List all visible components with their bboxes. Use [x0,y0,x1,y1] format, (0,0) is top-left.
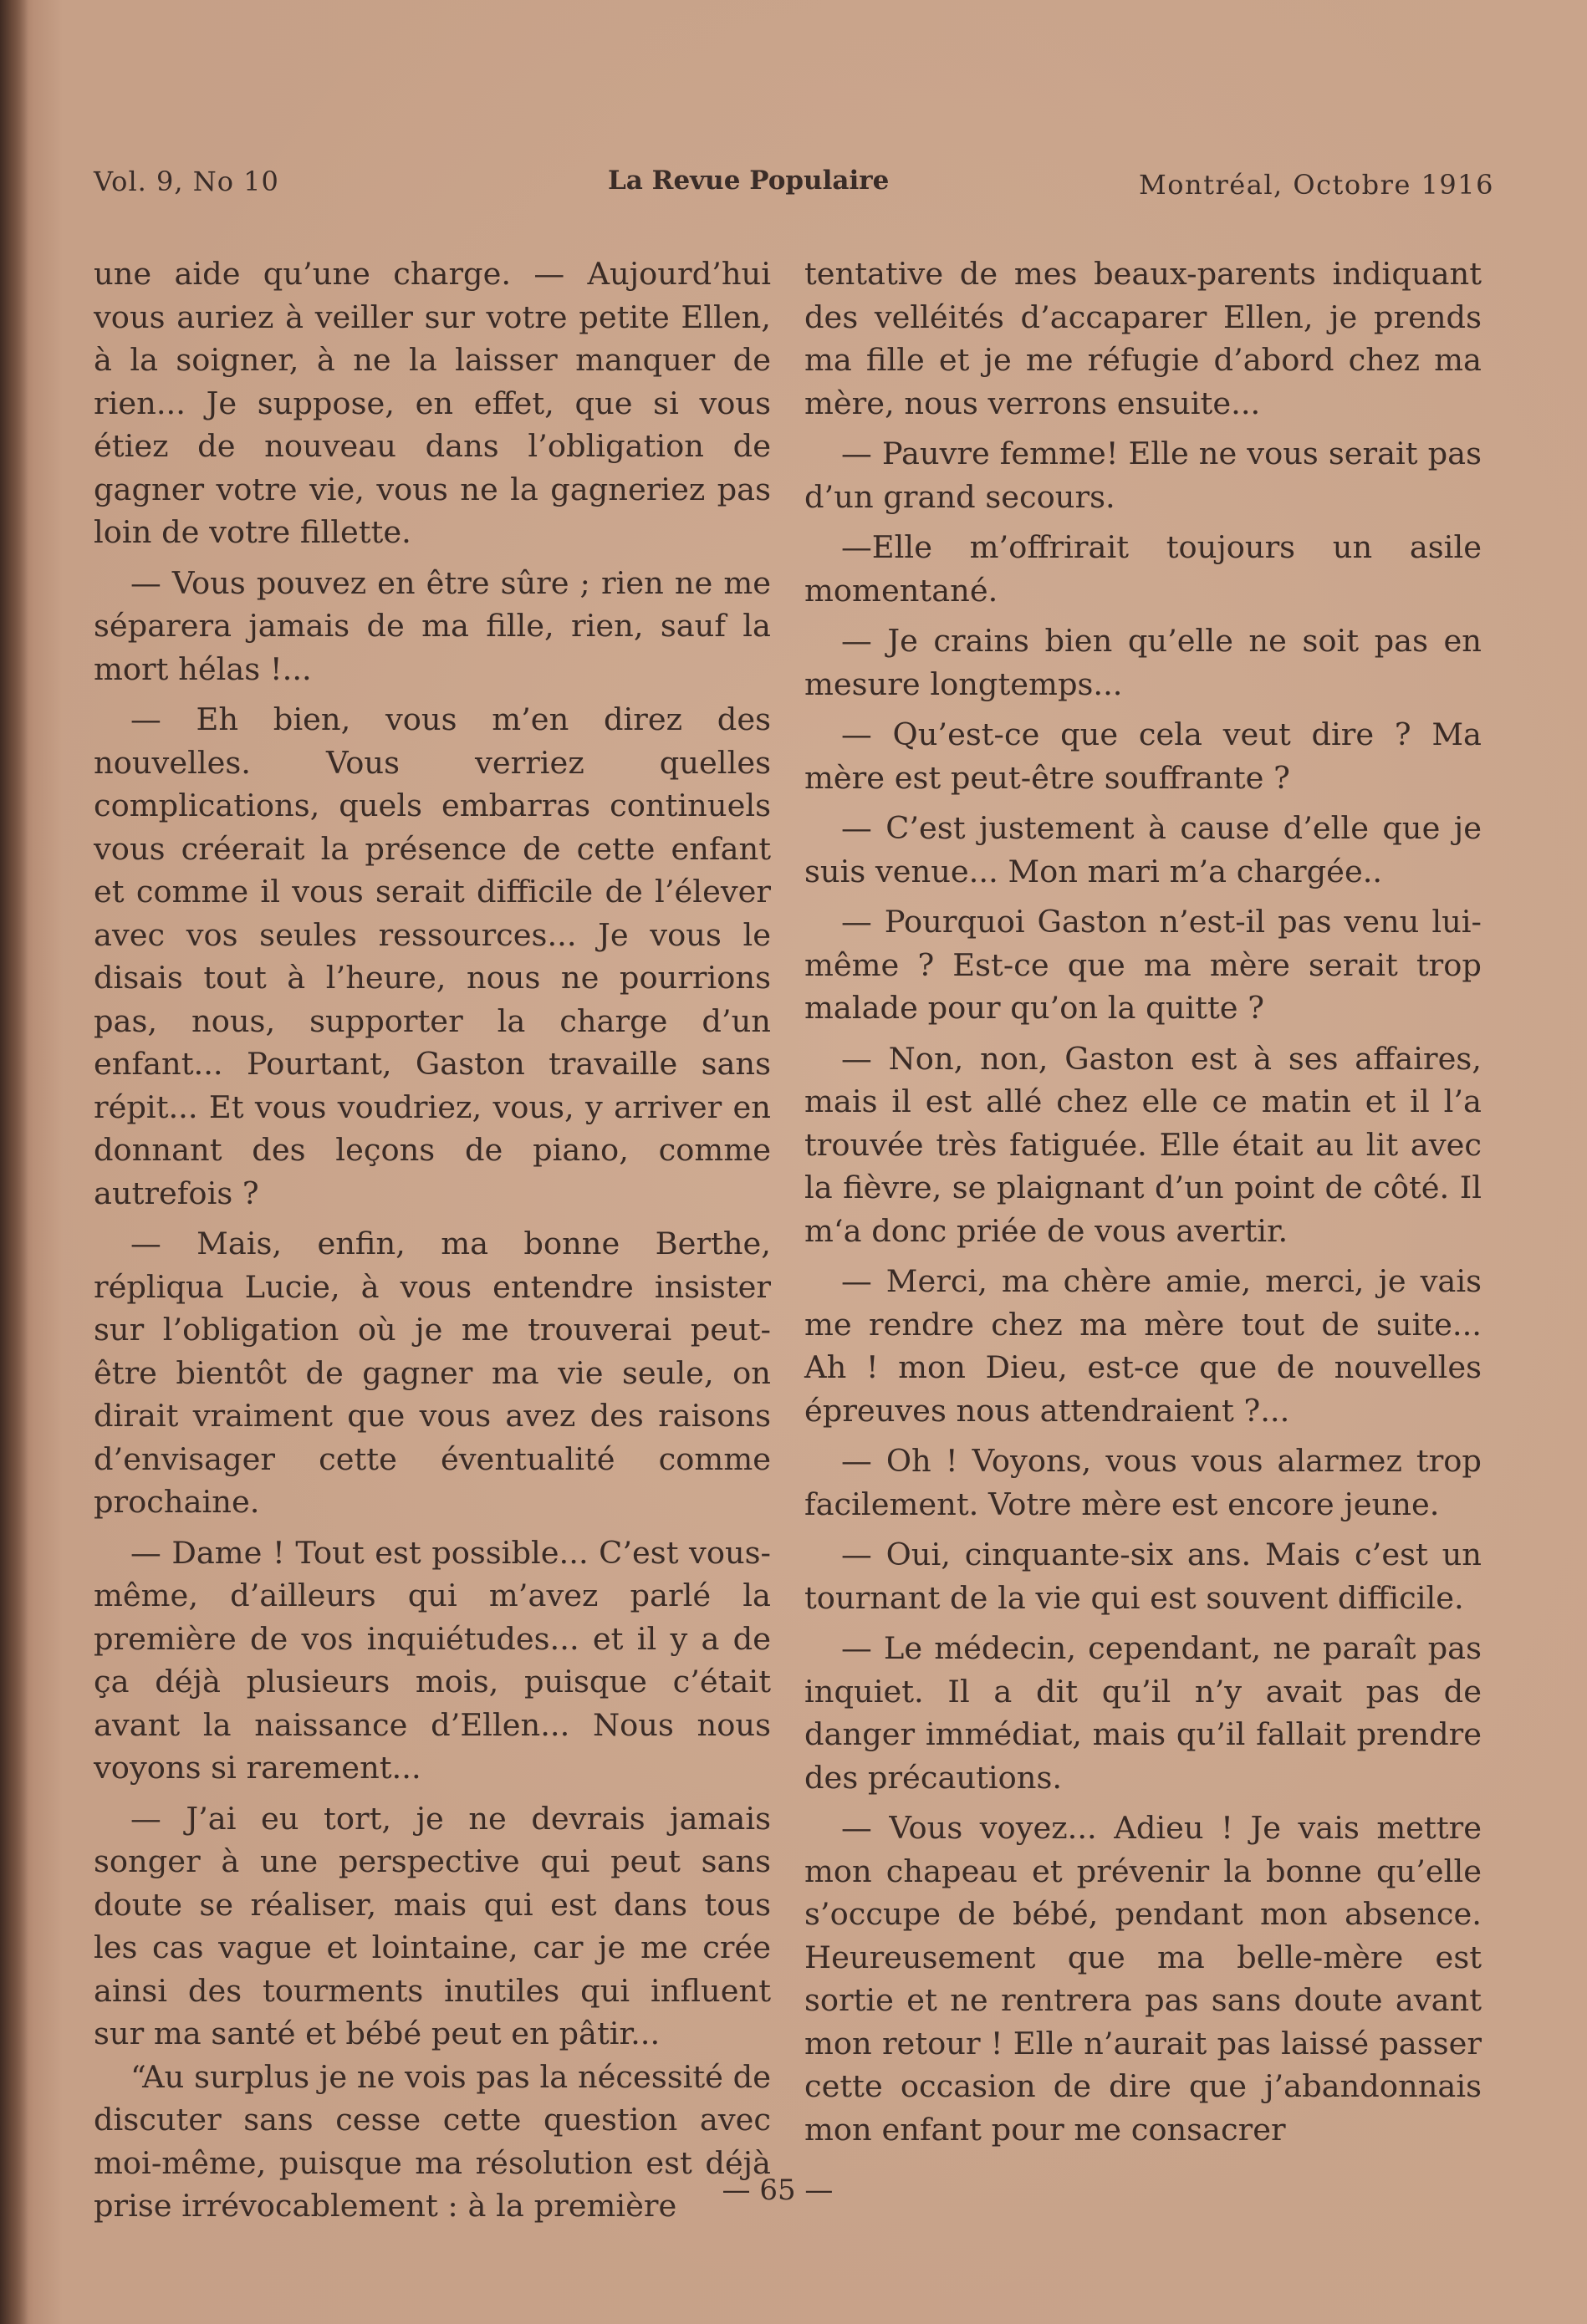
right-column [804,252,1482,2151]
paragraph: — Le médecin, cependant, ne paraît pas inquiet. Il a dit qu’il n’y avait pas de danger immédiat, mais qu’il fallait prendre des précautions. [804,1630,1482,1796]
left-column [94,252,771,2228]
paragraph: tentative de mes beaux-parents indiquant des velléités d’accaparer Ellen, je prends ma fille et je me réfugie d’abord chez ma mère, nous verrons ensuite... [804,256,1482,421]
binding-shadow [0,0,28,2324]
page-number: — 65 — [722,2174,834,2207]
paragraph: — Vous pouvez en être sûre ; rien ne me séparera jamais de ma fille, rien, sauf la mort hélas !... [94,564,771,687]
paragraph: — Eh bien, vous m’en direz des nouvelles. Vous verriez quelles complications, quels embarras continuels vous créerait la présence de cette enfant et comme il vous serait difficile de l’élever avec vos seules ressources... Je vous le disais tout à l’heure, nous ne pourrions pas, nous, supporter la charge d’un enfant... Pourtant, Gaston travaille sans répit... Et vous voudriez, vous, y arriver en donnant des leçons de piano, comme autrefois ? [94,701,771,1211]
paragraph: — Oui, cinquante-six ans. Mais c’est un tournant de la vie qui est souvent difficile. [804,1537,1482,1616]
journal-title: La Revue Populaire [608,166,890,196]
paragraph: — Mais, enfin, ma bonne Berthe, répliqua Lucie, à vous entendre insister sur l’obligation où je me trouverai peut-être bientôt de gagner ma vie seule, on dirait vraiment que vous avez des raisons d’envisager cette éventualité comme prochaine. [94,1226,771,1520]
paragraph: — Pourquoi Gaston n’est-il pas venu lui-même ? Est-ce que ma mère serait trop malade pour qu’on la quitte ? [804,904,1482,1026]
paragraph: — Oh ! Voyons, vous vous alarmez trop facilement. Votre mère est encore jeune. [804,1443,1482,1522]
paragraph: — Qu’est-ce que cela veut dire ? Ma mère est peut-être souffrante ? [804,716,1482,796]
volume-number: Vol. 9, No 10 [94,166,279,197]
place-and-date: Montréal, Octobre 1916 [1139,169,1494,201]
paragraph: — Dame ! Tout est possible... C’est vous-même, d’ailleurs qui m’avez parlé la première de vos inquiétudes... et il y a de ça déjà plusieurs mois, puisque c’était avant la naissance d’Ellen... Nous nous voyons si rarement... [94,1534,771,1786]
paragraph: — Pauvre femme! Elle ne vous serait pas d’un grand secours. [804,436,1482,515]
paragraph: — Merci, ma chère amie, merci, je vais me rendre chez ma mère tout de suite... Ah ! mon Dieu, est-ce que de nouvelles épreuves nous attendraient ?... [804,1263,1482,1429]
paragraph: —Elle m’offrirait toujours un asile momentané. [804,529,1482,609]
paragraph: une aide qu’une charge. — Aujourd’hui vous auriez à veiller sur votre petite Ellen, à la soigner, à ne la laisser manquer de rien... Je suppose, en effet, que si vous étiez de nouveau dans l’obligation de gagner votre vie, vous ne la gagneriez pas loin de votre fillette. [94,256,771,550]
paragraph: “Au surplus je ne vois pas la nécessité de discuter sans cesse cette question avec moi-même, puisque ma résolution est déjà prise irrévocablement : à la première [94,2058,771,2224]
paragraph: — C’est justement à cause d’elle que je suis venue... Mon mari m’a chargée.. [804,810,1482,889]
running-header [94,166,1494,216]
paragraph: — Vous voyez... Adieu ! Je vais mettre mon chapeau et prévenir la bonne qu’elle s’occupe de bébé, pendant mon absence. Heureusement que ma belle-mère est sortie et ne rentrera pas sans doute avant mon retour ! Elle n’aurait pas laissé passer cette occasion de dire que j’abandonnais mon enfant pour me consacrer [804,1810,1482,2148]
paragraph: — Non, non, Gaston est à ses affaires, mais il est allé chez elle ce matin et il l’a trouvée très fatiguée. Elle était au lit avec la fièvre, se plaignant d’un point de côté. Il m‘a donc priée de vous avertir. [804,1040,1482,1249]
paragraph: — Je crains bien qu’elle ne soit pas en mesure longtemps... [804,623,1482,702]
paragraph: — J’ai eu tort, je ne devrais jamais songer à une perspective qui peut sans doute se réaliser, mais qui est dans tous les cas vague et lointaine, car je me crée ainsi des tourments inutiles qui influent sur ma santé et bébé peut en pâtir... [94,1800,771,2051]
